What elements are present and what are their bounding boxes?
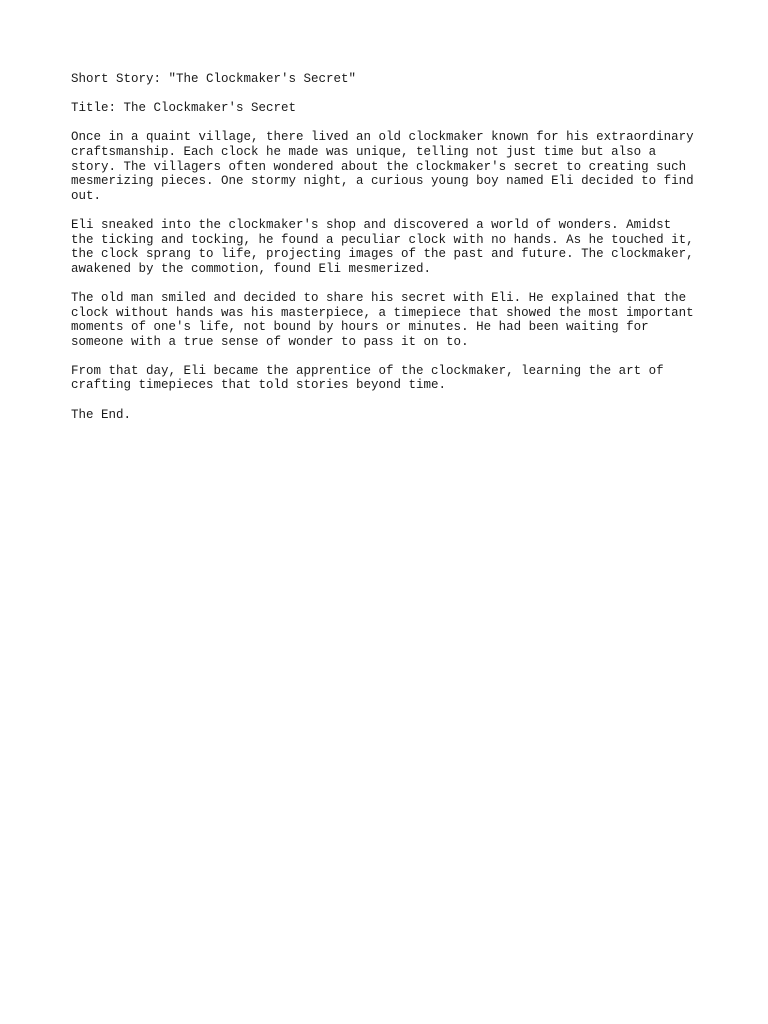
paragraph-line: The old man smiled and decided to share his secret with Eli. He explained that the <box>71 290 687 305</box>
paragraph-line: clock without hands was his masterpiece, a timepiece that showed the most important <box>71 305 694 320</box>
paragraph-line: the clock sprang to life, projecting images of the past and future. The clockmaker, <box>71 247 694 262</box>
story-ending: The End. <box>71 407 132 422</box>
paragraph-line: mesmerizing pieces. One stormy night, a curious young boy named Eli decided to find <box>71 174 694 189</box>
document-page <box>71 72 711 437</box>
paragraph-line: out. <box>71 188 102 203</box>
paragraph-line: craftsmanship. Each clock he made was unique, telling not just time but also a <box>71 144 657 159</box>
paragraph-4 <box>71 364 711 393</box>
paragraph-line: someone with a true sense of wonder to pass it on to. <box>71 334 469 349</box>
paragraph-line: the ticking and tocking, he found a peculiar clock with no hands. As he touched it, <box>71 232 694 247</box>
paragraph-2 <box>71 218 711 276</box>
paragraph-line: crafting timepieces that told stories beyond time. <box>71 378 447 393</box>
story-title-line: Title: The Clockmaker's Secret <box>71 101 297 116</box>
paragraph-line: Eli sneaked into the clockmaker's shop and discovered a world of wonders. Amidst <box>71 217 672 232</box>
paragraph-line: From that day, Eli became the apprentice of the clockmaker, learning the art of <box>71 363 664 378</box>
paragraph-line: Once in a quaint village, there lived an old clockmaker known for his extraordinary <box>71 130 694 145</box>
story-heading: Short Story: "The Clockmaker's Secret" <box>71 72 357 86</box>
paragraph-line: moments of one's life, not bound by hours or minutes. He had been waiting for <box>71 320 649 335</box>
paragraph-line: story. The villagers often wondered about the clockmaker's secret to creating such <box>71 159 687 174</box>
paragraph-line: awakened by the commotion, found Eli mesmerized. <box>71 261 432 276</box>
paragraph-3 <box>71 291 711 349</box>
paragraph-1 <box>71 130 711 203</box>
